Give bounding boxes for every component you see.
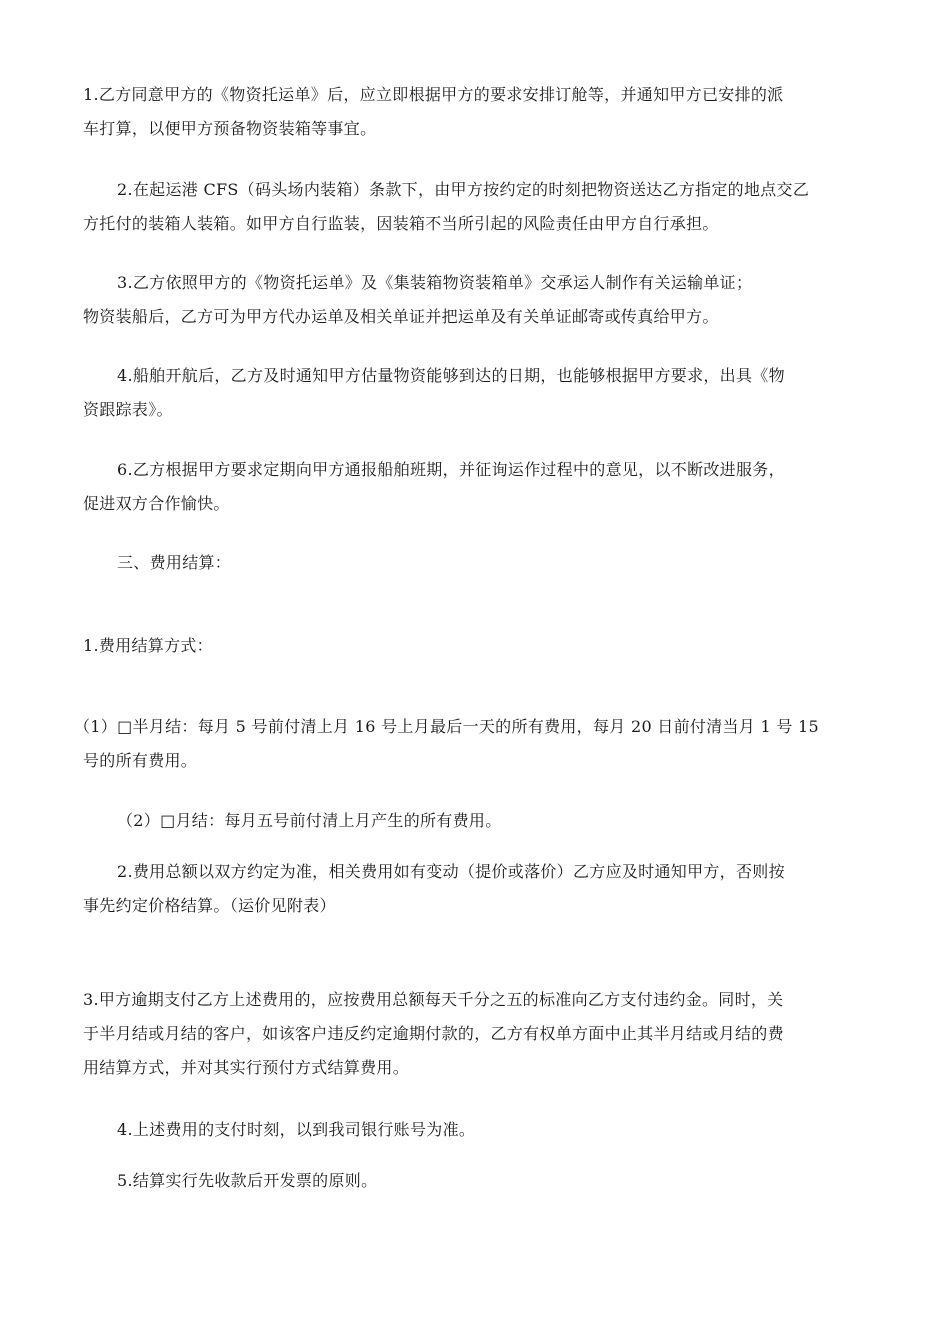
half-month-option-paragraph [74, 710, 868, 778]
clause-1-paragraph [83, 78, 868, 146]
text-line: （2）□月结：每月五号前付清上月产生的所有费用。 [117, 811, 502, 830]
text-line: 5.结算实行先收款后开发票的原则。 [117, 1171, 378, 1190]
text-line: 车打算，以便甲方预备物资装箱等事宜。 [83, 119, 377, 138]
text-line: 3.乙方依照甲方的《物资托运单》及《集装箱物资装箱单》交承运人制作有关运输单证； [117, 273, 753, 292]
text-line: 事先约定价格结算。（运价见附表） [83, 896, 336, 915]
text-line: 号的所有费用。 [83, 751, 198, 770]
text-line: 4.船舶开航后，乙方及时通知甲方估量物资能够到达的日期，也能够根据甲方要求，出具《物 [117, 366, 785, 385]
invoice-principle-paragraph [83, 1164, 868, 1198]
text-line: 2.在起运港 CFS（码头场内装箱）条款下，由甲方按约定的时刻把物资送达乙方指定的地点交乙 [117, 180, 810, 199]
clause-6-paragraph [83, 453, 868, 521]
text-line: 用结算方式，并对其实行预付方式结算费用。 [83, 1058, 410, 1077]
text-line: 资跟踪表》。 [83, 400, 173, 419]
text-line: 1.乙方同意甲方的《物资托运单》后，应立即根据甲方的要求安排订舱等，并通知甲方已安排的派 [83, 85, 784, 104]
late-payment-paragraph [83, 983, 868, 1085]
text-line: 三、费用结算： [117, 553, 232, 572]
section-heading-fee-settlement [83, 546, 868, 580]
fee-method-heading [83, 629, 868, 663]
payment-time-paragraph [83, 1113, 868, 1147]
fee-total-paragraph [83, 855, 868, 923]
clause-2-paragraph [83, 173, 868, 241]
text-line: 促进双方合作愉快。 [83, 494, 230, 513]
text-line: 4.上述费用的支付时刻，以到我司银行账号为准。 [117, 1120, 476, 1139]
clause-4-paragraph [83, 359, 868, 427]
clause-3-paragraph [83, 266, 868, 334]
text-line: 3.甲方逾期支付乙方上述费用的，应按费用总额每天千分之五的标准向乙方支付违约金。同时，关 [83, 990, 784, 1009]
text-line: 方托付的装箱人装箱。如甲方自行监装，因装箱不当所引起的风险责任由甲方自行承担。 [83, 214, 719, 233]
text-line: 6.乙方根据甲方要求定期向甲方通报船舶班期，并征询运作过程中的意见，以不断改进服务， [117, 460, 785, 479]
text-line: 于半月结或月结的客户，如该客户违反约定逾期付款的，乙方有权单方面中止其半月结或月结的费 [83, 1024, 784, 1043]
text-line: （1）□半月结：每月 5 号前付清上月 16 号上月最后一天的所有费用，每月 20 日前付清当月 1 号 15 [74, 717, 820, 736]
text-line: 物资装船后，乙方可为甲方代办运单及相关单证并把运单及有关单证邮寄或传真给甲方。 [83, 307, 719, 326]
monthly-option-paragraph [83, 804, 868, 838]
text-line: 2.费用总额以双方约定为准，相关费用如有变动（提价或落价）乙方应及时通知甲方，否则按 [117, 862, 785, 881]
text-line: 1.费用结算方式： [83, 636, 213, 655]
